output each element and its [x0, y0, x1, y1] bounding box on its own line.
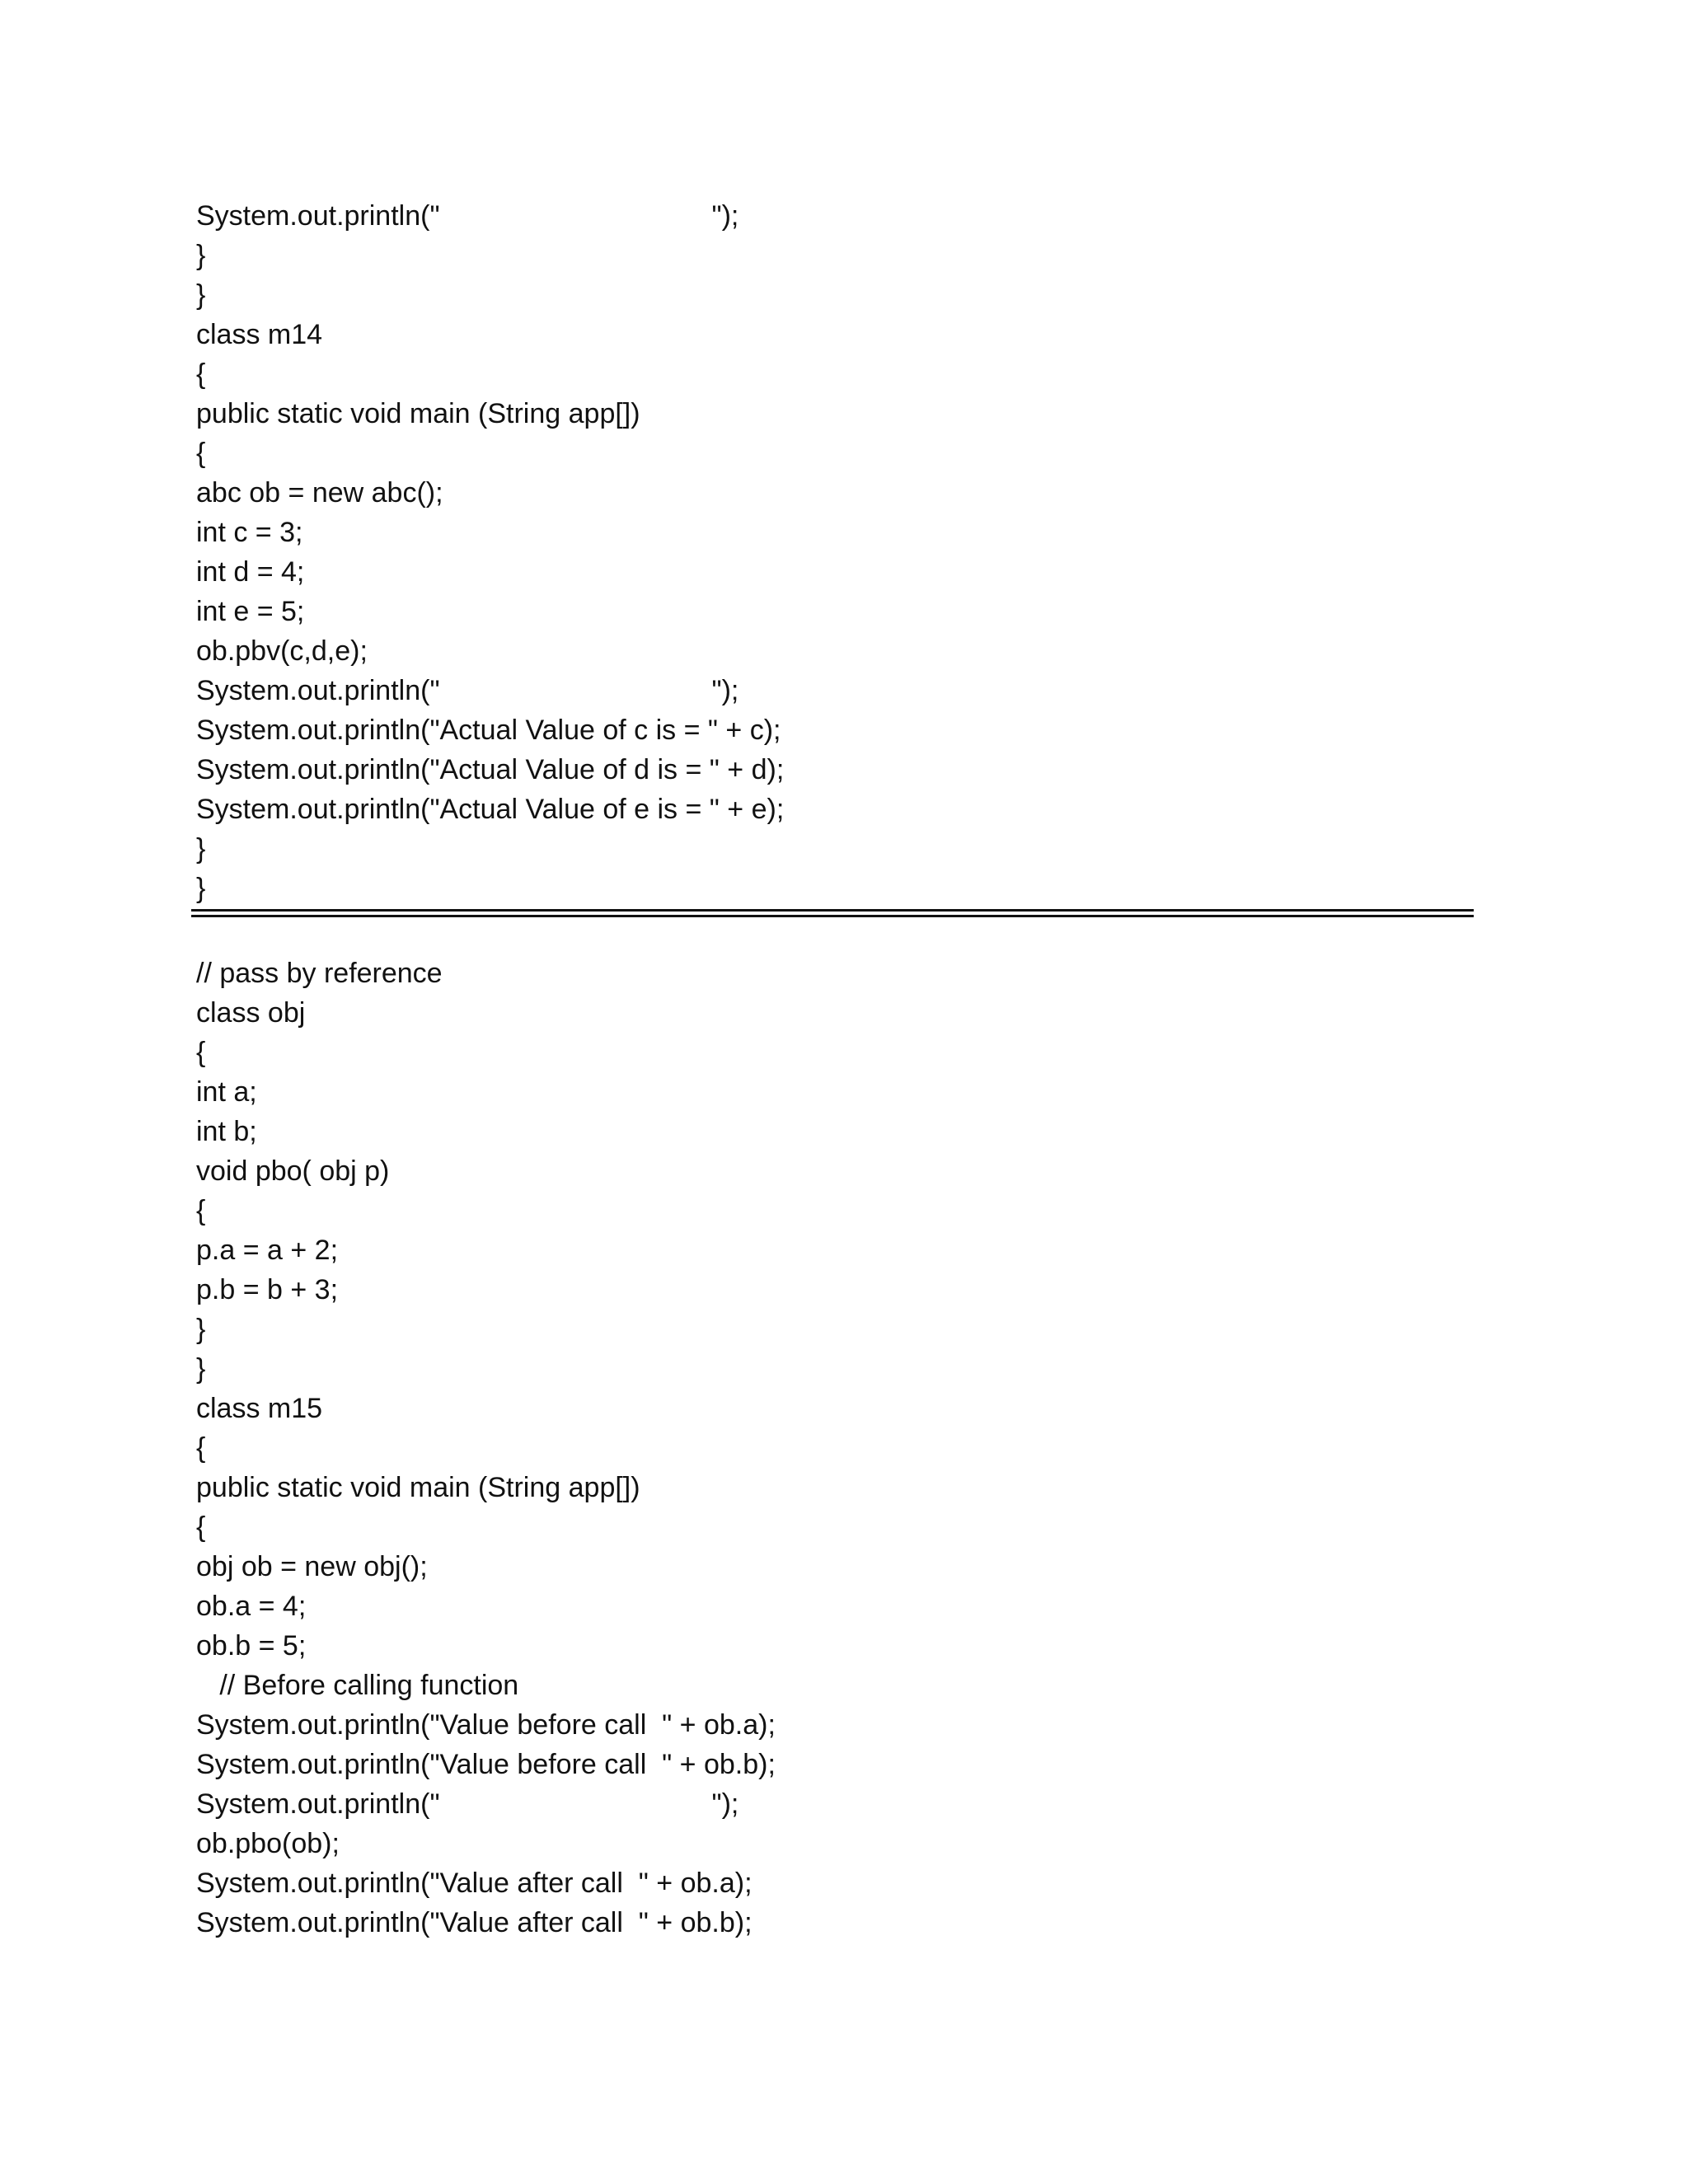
code-line	[196, 196, 784, 236]
code-line	[196, 1507, 776, 1547]
code-line	[196, 1428, 776, 1468]
code-text: ob.a = 4;	[196, 1591, 307, 1622]
code-line	[196, 1072, 776, 1112]
code-text: }	[196, 1314, 206, 1345]
code-text: class obj	[196, 997, 306, 1029]
code-text: void pbo( obj p)	[196, 1155, 390, 1187]
code-text: System.out.println("Value before call " + ob.b);	[196, 1749, 776, 1780]
code-line	[196, 434, 784, 473]
code-text-tail: ");	[711, 675, 739, 706]
code-text: int c = 3;	[196, 517, 303, 548]
code-line	[196, 993, 776, 1033]
code-line	[196, 1784, 776, 1824]
code-text: System.out.println("Value after call " + ob.a);	[196, 1868, 753, 1899]
code-line	[196, 1112, 776, 1151]
code-line	[196, 710, 784, 750]
code-text: System.out.println("Actual Value of e is = " + e);	[196, 794, 785, 825]
code-line	[196, 1310, 776, 1349]
code-line	[196, 394, 784, 434]
code-line	[196, 354, 784, 394]
code-text: System.out.println("Value after call " + ob.b);	[196, 1907, 753, 1938]
code-line	[196, 869, 784, 908]
code-line	[196, 1586, 776, 1626]
code-text: System.out.println("Actual Value of c is = " + c);	[196, 715, 781, 746]
code-text: System.out.println("Actual Value of d is = " + d);	[196, 754, 785, 785]
code-line	[196, 671, 784, 710]
code-line	[196, 1626, 776, 1666]
code-block-m14	[196, 196, 784, 908]
code-line	[196, 1349, 776, 1389]
code-line	[196, 1151, 776, 1191]
code-line	[196, 1745, 776, 1784]
section-divider-bottom	[191, 915, 1474, 917]
code-text: System.out.println("	[196, 1788, 440, 1820]
code-line	[196, 1191, 776, 1230]
code-text: System.out.println("	[196, 200, 440, 232]
code-line	[196, 592, 784, 631]
code-line	[196, 1824, 776, 1863]
code-text: p.b = b + 3;	[196, 1274, 339, 1305]
section-divider-top	[191, 909, 1474, 912]
code-text: }	[196, 1353, 206, 1385]
code-text: }	[196, 873, 206, 904]
code-text: System.out.println("	[196, 675, 440, 706]
code-text: ob.pbv(c,d,e);	[196, 635, 368, 667]
code-line	[196, 829, 784, 869]
code-text: obj ob = new obj();	[196, 1551, 428, 1582]
code-text: abc ob = new abc();	[196, 477, 443, 509]
code-line	[196, 1468, 776, 1507]
code-text: }	[196, 279, 206, 311]
code-text: p.a = a + 2;	[196, 1235, 339, 1266]
code-text: class m14	[196, 319, 323, 350]
code-text-tail: ");	[711, 200, 739, 232]
code-line	[196, 1389, 776, 1428]
code-line	[196, 1547, 776, 1586]
code-line	[196, 954, 776, 993]
code-line	[196, 1270, 776, 1310]
code-line	[196, 1666, 776, 1705]
code-text: int b;	[196, 1116, 257, 1147]
code-text: ob.b = 5;	[196, 1630, 307, 1661]
code-block-m15	[196, 954, 776, 1943]
code-text: {	[196, 359, 206, 390]
code-text: {	[196, 1037, 206, 1068]
code-line	[196, 1903, 776, 1943]
code-line	[196, 750, 784, 790]
code-text: int a;	[196, 1076, 257, 1108]
code-text: }	[196, 240, 206, 271]
code-text: public static void main (String app[])	[196, 398, 640, 429]
code-line	[196, 1033, 776, 1072]
code-text: }	[196, 833, 206, 865]
code-line	[196, 1863, 776, 1903]
code-text: int d = 4;	[196, 556, 305, 588]
code-line	[196, 473, 784, 513]
code-text: {	[196, 1195, 206, 1226]
code-line	[196, 315, 784, 354]
code-text: // Before calling function	[196, 1670, 519, 1701]
code-line	[196, 236, 784, 275]
code-text: ob.pbo(ob);	[196, 1828, 340, 1859]
code-line	[196, 513, 784, 552]
code-text: System.out.println("Value before call " + ob.a);	[196, 1709, 776, 1741]
code-line	[196, 1705, 776, 1745]
code-text: {	[196, 438, 206, 469]
code-text-tail: ");	[711, 1788, 739, 1820]
code-line	[196, 552, 784, 592]
code-line	[196, 1230, 776, 1270]
code-line	[196, 275, 784, 315]
code-text: class m15	[196, 1393, 323, 1424]
code-text: {	[196, 1432, 206, 1464]
code-text: {	[196, 1511, 206, 1543]
code-line	[196, 790, 784, 829]
code-text: int e = 5;	[196, 596, 305, 627]
code-text: public static void main (String app[])	[196, 1472, 640, 1503]
code-text: // pass by reference	[196, 958, 443, 989]
code-line	[196, 631, 784, 671]
